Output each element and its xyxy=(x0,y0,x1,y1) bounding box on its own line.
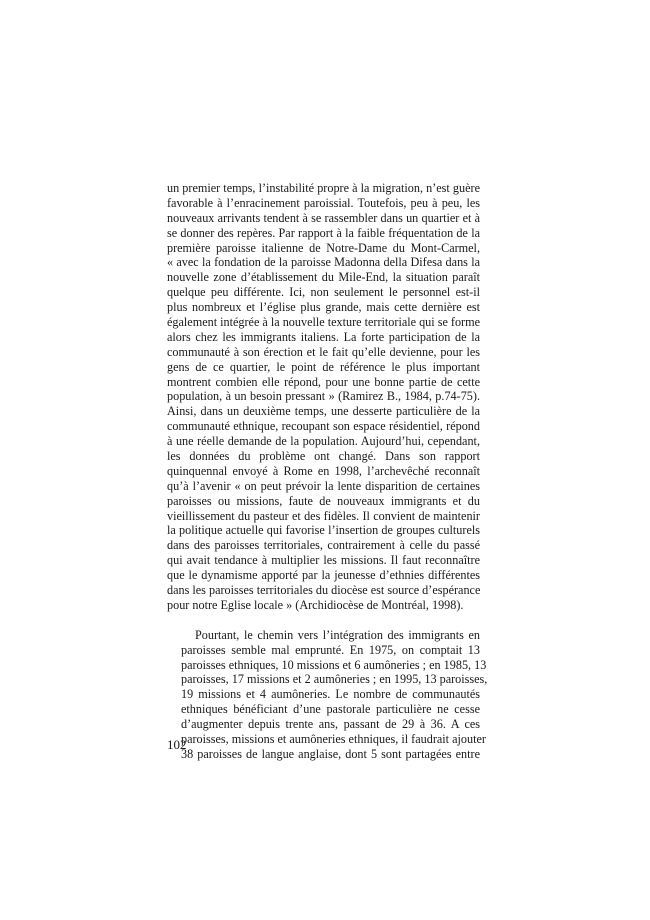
text-line: à une réelle demande de la population. Aujourd’hui, cependant, xyxy=(167,434,480,449)
text-line: ethniques bénéficiant d’une pastorale particulière ne cesse xyxy=(181,702,480,717)
text-line: gens de ce quartier, le point de référence le plus important xyxy=(167,359,480,374)
text-line: la politique actuelle qui favorise l’insertion de groupes culturels xyxy=(167,523,480,538)
text-line: également intégrée à la nouvelle texture territoriale qui se forme xyxy=(167,315,481,330)
page-number: 102 xyxy=(167,737,187,752)
paragraph-1 xyxy=(167,181,480,613)
text-line: paroisses ethniques, 10 missions et 6 aumôneries ; en 1985, 13 xyxy=(181,657,487,672)
text-line: alors chez les immigrants italiens. La forte participation de la xyxy=(167,329,480,344)
text-line: favorable à l’enracinement paroissial. Toutefois, peu à peu, les xyxy=(167,195,480,210)
text-line: d’augmenter depuis trente ans, passant de 29 à 36. A ces xyxy=(181,717,480,732)
text-line: « avec la fondation de la paroisse Madonna della Difesa dans la xyxy=(167,255,480,270)
text-line: première paroisse italienne de Notre-Dame du Mont-Carmel, xyxy=(167,240,480,255)
text-line: un premier temps, l’instabilité propre à la migration, n’est guère xyxy=(167,181,480,195)
text-line: Ainsi, dans un deuxième temps, une desserte particulière de la xyxy=(167,404,480,419)
text-line: dans les paroisses territoriales du diocèse est source d’espérance xyxy=(167,583,481,598)
text-line: communauté à son érection et le fait qu’elle devienne, pour les xyxy=(167,344,480,359)
text-line: les données du problème ont changé. Dans son rapport xyxy=(167,449,480,464)
paragraph-2 xyxy=(167,627,488,762)
text-line: quinquennal envoyé à Rome en 1998, l’archevêché reconnaît xyxy=(167,463,480,478)
text-line: communauté ethnique, recoupant son espace résidentiel, répond xyxy=(167,419,480,434)
text-line: nouvelle zone d’établissement du Mile-End, la situation paraît xyxy=(167,270,480,285)
text-line: Pourtant, le chemin vers l’intégration des immigrants en xyxy=(195,627,480,642)
text-line: qui avait tendance à multiplier les missions. Il faut reconnaître xyxy=(167,553,480,568)
text-line: se donner des repères. Par rapport à la faible fréquentation de la xyxy=(167,225,480,240)
text-line: paroisses, missions et aumôneries ethniques, il faudrait ajouter xyxy=(181,731,486,746)
text-line: 19 missions et 4 aumôneries. Le nombre de communautés xyxy=(181,687,480,702)
text-line: pour notre Eglise locale » (Archidiocèse de Montréal, 1998). xyxy=(167,597,464,612)
text-line: montrent combien elle répond, pour une bonne partie de cette xyxy=(167,374,480,389)
text-line: nouveaux arrivants tendent à se rassembler dans un quartier et à xyxy=(167,210,480,225)
text-line: vieillissement du pasteur et des fidèles. Il convient de maintenir xyxy=(167,508,480,523)
body-text xyxy=(167,181,488,762)
text-line: qu’à l’avenir « on peut prévoir la lente disparition de certaines xyxy=(167,478,480,493)
text-line: quelque peu différente. Ici, non seulement le personnel est-il xyxy=(167,285,480,300)
text-line: paroisses semble mal emprunté. En 1975, on comptait 13 xyxy=(181,642,480,657)
text-line: que le dynamisme apporté par la jeunesse d’ethnies différentes xyxy=(167,568,480,583)
text-line: paroisses ou missions, faute de nouveaux immigrants et du xyxy=(167,493,480,508)
text-line: population, à un besoin pressant » (Ramirez B., 1984, p.74-75). xyxy=(167,389,480,404)
text-line: dans des paroisses territoriales, contrairement à celle du passé xyxy=(167,538,480,553)
text-line: 38 paroisses de langue anglaise, dont 5 sont partagées entre xyxy=(181,746,480,761)
text-line: paroisses, 17 missions et 2 aumôneries ; en 1995, 13 paroisses, xyxy=(181,672,488,687)
text-line: plus nombreux et l’église plus grande, mais cette dernière est xyxy=(167,300,480,315)
